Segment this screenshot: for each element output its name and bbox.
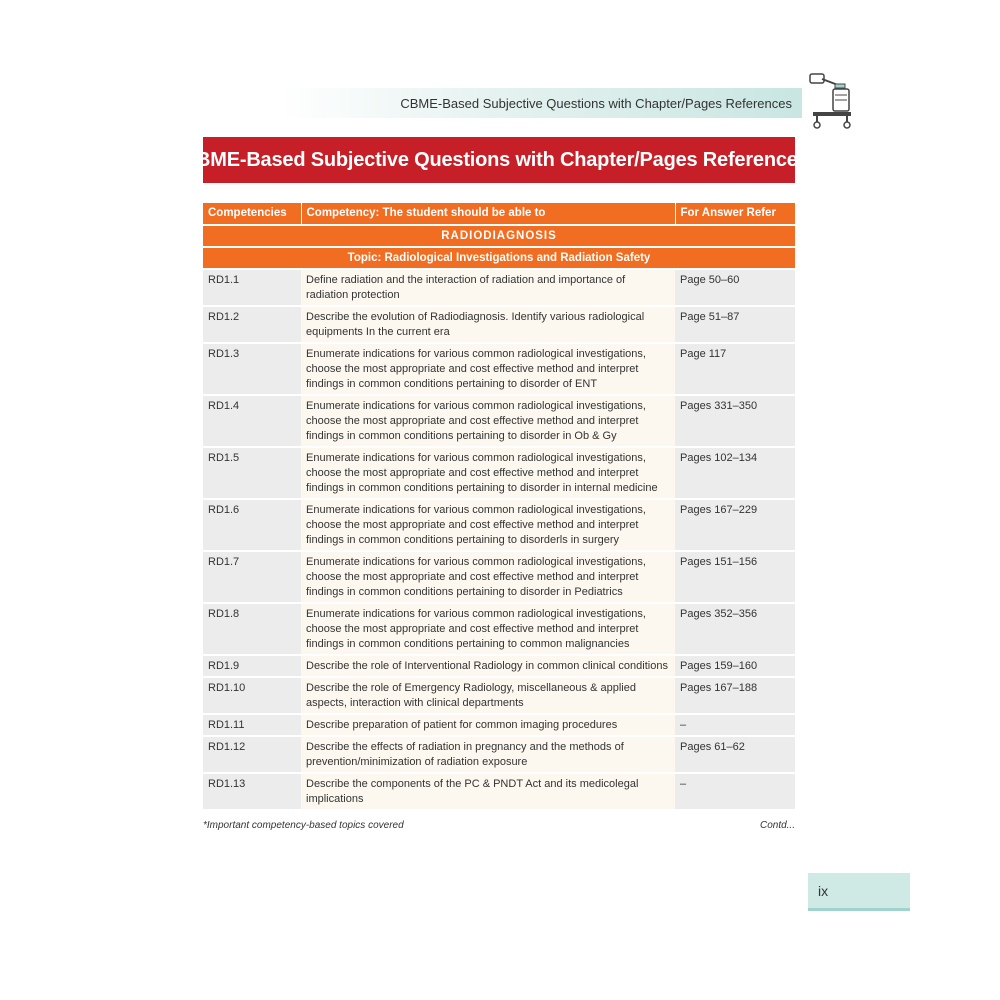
page-title: CBME-Based Subjective Questions with Chapter/Pages References* [181,148,817,171]
competency-code: RD1.7 [203,551,301,603]
footnote: *Important competency-based topics covered [203,820,404,831]
running-header [280,88,802,118]
table-row [203,677,795,714]
competency-table [203,203,795,809]
competency-description: Describe the evolution of Radiodiagnosis. Identify various radiological equipments In the current era [301,306,675,343]
table-row [203,269,795,306]
competency-description: Enumerate indications for various common radiological investigations, choose the most appropriate and cost effective method and interpret findings in common conditions pertaining to disorderls in surgery [301,499,675,551]
section-heading: RADIODIAGNOSIS [203,225,795,247]
competency-description: Describe the role of Emergency Radiology, miscellaneous & applied aspects, interaction with clinical departments [301,677,675,714]
competency-description: Enumerate indications for various common radiological investigations, choose the most appropriate and cost effective method and interpret findings in common conditions pertaining to common malignancies [301,603,675,655]
title-banner [181,137,817,183]
competency-description: Enumerate indications for various common radiological investigations, choose the most appropriate and cost effective method and interpret findings in common conditions pertaining to disorder in Ob & Gy [301,395,675,447]
competency-code: RD1.8 [203,603,301,655]
competency-code: RD1.6 [203,499,301,551]
table-row [203,499,795,551]
competency-description: Describe the effects of radiation in pregnancy and the methods of prevention/minimization of radiation exposure [301,736,675,773]
header-answer-refer: For Answer Refer [675,203,795,225]
competency-table-container [203,203,795,809]
competency-description: Define radiation and the interaction of radiation and importance of radiation protection [301,269,675,306]
table-row [203,306,795,343]
answer-reference: – [675,773,795,809]
answer-reference: Page 117 [675,343,795,395]
competency-description: Enumerate indications for various common radiological investigations, choose the most appropriate and cost effective method and interpret findings in common conditions pertaining to disorder in Pediatrics [301,551,675,603]
answer-reference: – [675,714,795,736]
competency-code: RD1.1 [203,269,301,306]
answer-reference: Pages 331–350 [675,395,795,447]
competency-description: Describe preparation of patient for common imaging procedures [301,714,675,736]
header-competency-description: Competency: The student should be able to [301,203,675,225]
competency-description: Enumerate indications for various common radiological investigations, choose the most appropriate and cost effective method and interpret findings in common conditions pertaining to disorder in internal medicine [301,447,675,499]
competency-code: RD1.5 [203,447,301,499]
answer-reference: Pages 151–156 [675,551,795,603]
competency-code: RD1.3 [203,343,301,395]
mobile-xray-machine-icon [805,72,853,130]
competency-code: RD1.11 [203,714,301,736]
footnote-bar [203,820,795,831]
table-row [203,736,795,773]
answer-reference: Pages 352–356 [675,603,795,655]
continued-note: Contd... [759,820,795,831]
running-header-text: CBME-Based Subjective Questions with Chapter/Pages References [400,95,792,111]
table-row [203,447,795,499]
table-row [203,603,795,655]
table-header-row [203,203,795,225]
answer-reference: Pages 167–188 [675,677,795,714]
answer-reference: Page 51–87 [675,306,795,343]
table-row [203,551,795,603]
answer-reference: Pages 61–62 [675,736,795,773]
competency-code: RD1.13 [203,773,301,809]
competency-code: RD1.2 [203,306,301,343]
topic-heading: Topic: Radiological Investigations and Radiation Safety [203,247,795,269]
competency-code: RD1.12 [203,736,301,773]
competency-code: RD1.9 [203,655,301,677]
answer-reference: Page 50–60 [675,269,795,306]
competency-code: RD1.10 [203,677,301,714]
header-competencies: Competencies [203,203,301,225]
page-number: ix [818,882,829,899]
table-row [203,343,795,395]
answer-reference: Pages 167–229 [675,499,795,551]
table-row [203,395,795,447]
competency-description: Describe the role of Interventional Radiology in common clinical conditions [301,655,675,677]
table-row [203,655,795,677]
competency-description: Describe the components of the PC & PNDT Act and its medicolegal implications [301,773,675,809]
page-number-tab [808,873,910,911]
table-row [203,714,795,736]
competency-code: RD1.4 [203,395,301,447]
answer-reference: Pages 102–134 [675,447,795,499]
answer-reference: Pages 159–160 [675,655,795,677]
competency-description: Enumerate indications for various common radiological investigations, choose the most appropriate and cost effective method and interpret findings in common conditions pertaining to disorder of ENT [301,343,675,395]
table-row [203,773,795,809]
